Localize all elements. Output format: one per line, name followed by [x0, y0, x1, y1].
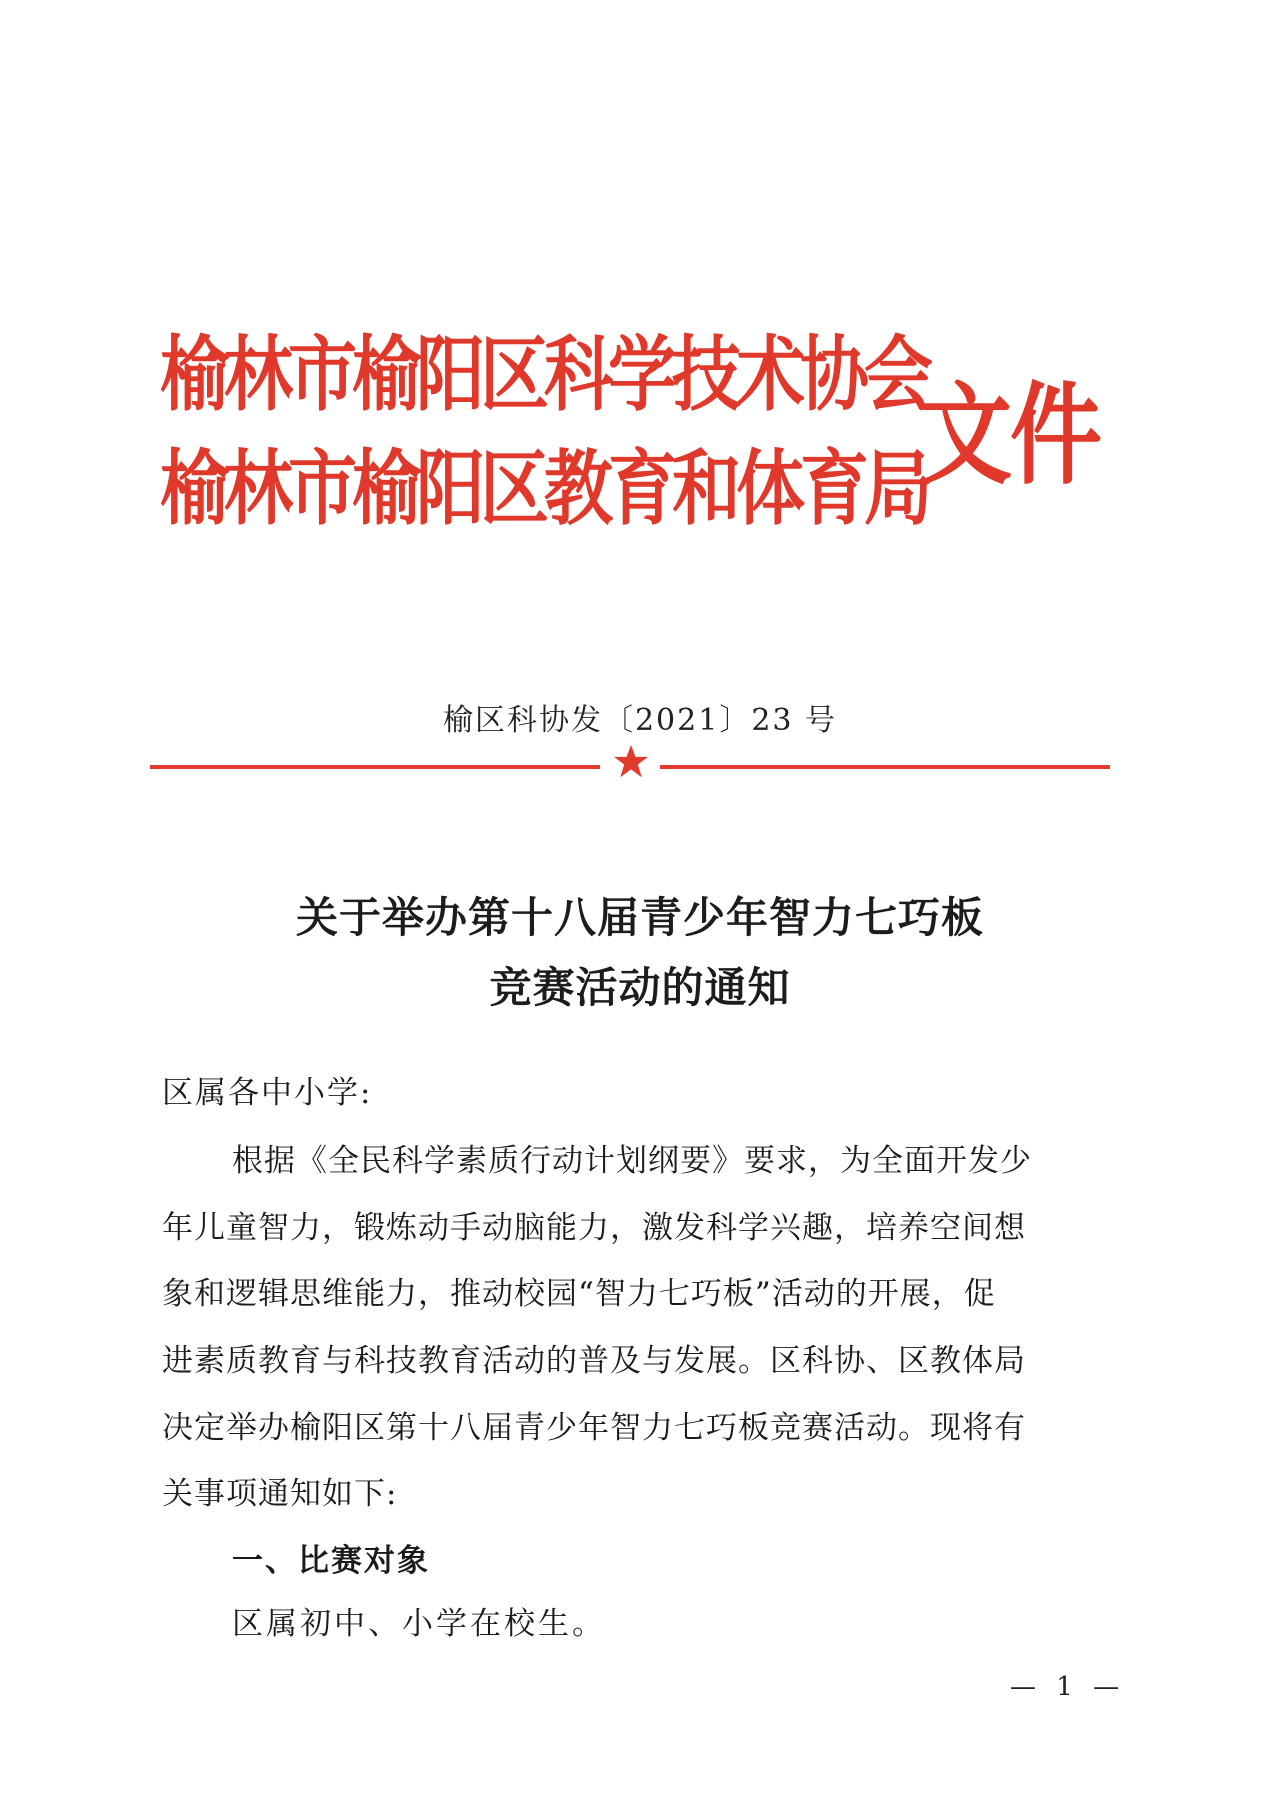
body-paragraph-line: 进素质教育与科技教育活动的普及与发展。区科协、区教体局 [162, 1343, 1026, 1379]
addressee: 区属各中小学: [162, 1075, 373, 1111]
notice-title-line-1: 关于举办第十八届青少年智力七巧板 [295, 893, 984, 942]
body-paragraph-line: 象和逻辑思维能力，推动校园“智力七巧板”活动的开展，促 [162, 1276, 996, 1312]
section-text: 区属初中、小学在校生。 [232, 1606, 606, 1642]
document-number: 榆区科协发〔2021〕23 号 [442, 703, 838, 738]
separator-line-right [660, 765, 1110, 769]
body-paragraph-line: 根据《全民科学素质行动计划纲要》要求，为全面开发少 [232, 1143, 1032, 1179]
separator-line-left [150, 765, 600, 769]
star-icon [612, 743, 650, 781]
notice-title-line-2: 竞赛活动的通知 [489, 963, 791, 1012]
body-paragraph-line: 关事项通知如下: [162, 1476, 398, 1512]
document-type-suffix: 文件 [920, 370, 1101, 500]
section-heading: 一、比赛对象 [232, 1543, 430, 1579]
issuer-name-science-association: 榆林市榆阳区科学技术协会 [160, 326, 928, 423]
issuer-name-education-bureau: 榆林市榆阳区教育和体育局 [160, 440, 928, 537]
body-paragraph-line: 年儿童智力，锻炼动手动脑能力，激发科学兴趣，培养空间想 [162, 1210, 1026, 1246]
document-header [160, 320, 1110, 580]
body-paragraph-line: 决定举办榆阳区第十八届青少年智力七巧板竞赛活动。现将有 [162, 1410, 1026, 1446]
page-number: — 1 — [1010, 1672, 1126, 1702]
